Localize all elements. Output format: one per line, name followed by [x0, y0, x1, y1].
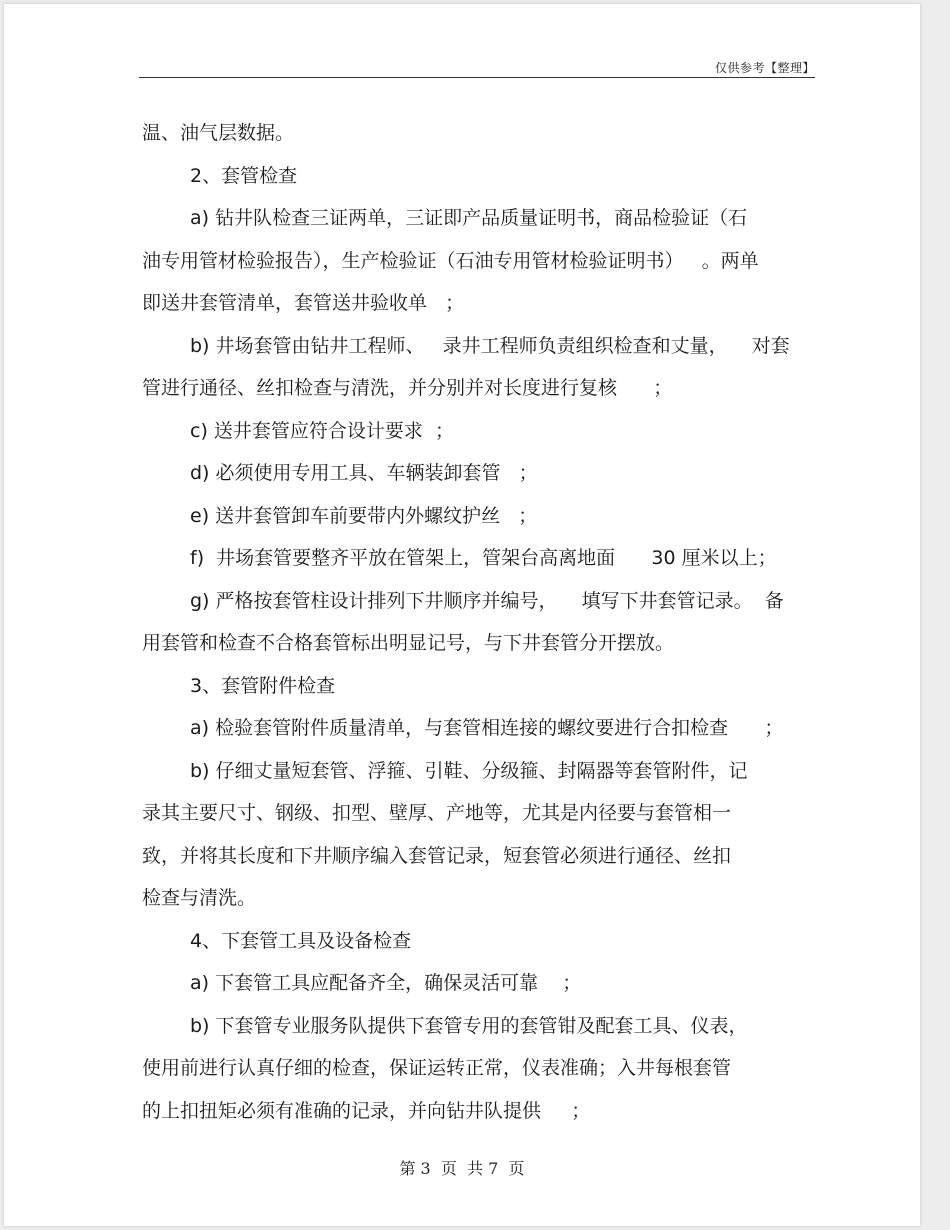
- text-line: 温、油气层数据。: [142, 122, 295, 144]
- page-number: 第 3 页 共 7 页: [399, 1159, 525, 1178]
- text-line: 4、下套管工具及设备检查: [190, 929, 412, 952]
- text-line: 油专用管材检验报告），生产检验证（石油专用管材检验证明书） 。两单: [142, 249, 759, 272]
- text-line: a) 检验套管附件质量清单，与套管相连接的螺纹要进行合扣检查 ；: [190, 717, 784, 739]
- text-line: d) 必须使用专用工具、车辆装卸套管 ；: [190, 462, 538, 484]
- text-line: 使用前进行认真仔细的检查，保证运转正常，仪表准确；入井每根套管: [142, 1057, 732, 1079]
- text-line: b) 仔细丈量短套管、浮箍、引鞋、分级箍、封隔器等套管附件，记: [190, 759, 748, 782]
- body-text: [142, 112, 818, 1132]
- text-line: 的上扣扭矩必须有准确的记录，并向钻井队提供 ；: [142, 1099, 591, 1122]
- text-line: 录其主要尺寸、钢级、扣型、壁厚、产地等，尤其是内径要与套管相一: [142, 802, 732, 824]
- text-line: 检查与清洗。: [142, 887, 257, 909]
- text-line: 即送井套管清单，套管送井验收单 ；: [142, 292, 465, 314]
- text-line: b) 井场套管由钻井工程师、 录井工程师负责组织检查和丈量， 对套: [190, 334, 790, 357]
- text-line: e) 送井套管卸车前要带内外螺纹护丝 ；: [190, 504, 538, 527]
- text-line: 致，并将其长度和下井顺序编入套管记录，短套管必须进行通径、丝扣: [142, 844, 732, 867]
- text-line: c) 送井套管应符合设计要求 ；: [190, 419, 454, 442]
- text-line: g) 严格按套管柱设计排列下井顺序并编号， 填写下井套管记录。 备: [190, 589, 784, 612]
- text-line: 管进行通径、丝扣检查与清洗，并分别并对长度进行复核 ；: [142, 377, 673, 399]
- text-line: 3、套管附件检查: [190, 674, 336, 697]
- text-line: 2、套管检查: [190, 164, 298, 187]
- page-header: 仅供参考【整理】: [714, 61, 815, 75]
- header-divider: [139, 77, 815, 78]
- text-line: a) 钻井队检查三证两单，三证即产品质量证明书，商品检验证（石: [190, 207, 748, 229]
- text-line: a) 下套管工具应配备齐全，确保灵活可靠 ；: [190, 972, 582, 994]
- text-line: 用套管和检查不合格套管标出明显记号，与下井套管分开摆放。: [142, 632, 675, 654]
- document-page: [4, 4, 920, 1226]
- text-line: b) 下套管专业服务队提供下套管专用的套管钳及配套工具、仪表，: [190, 1014, 748, 1037]
- text-line: f) 井场套管要整齐平放在管架上，管架台高离地面 30 厘米以上；: [190, 547, 777, 569]
